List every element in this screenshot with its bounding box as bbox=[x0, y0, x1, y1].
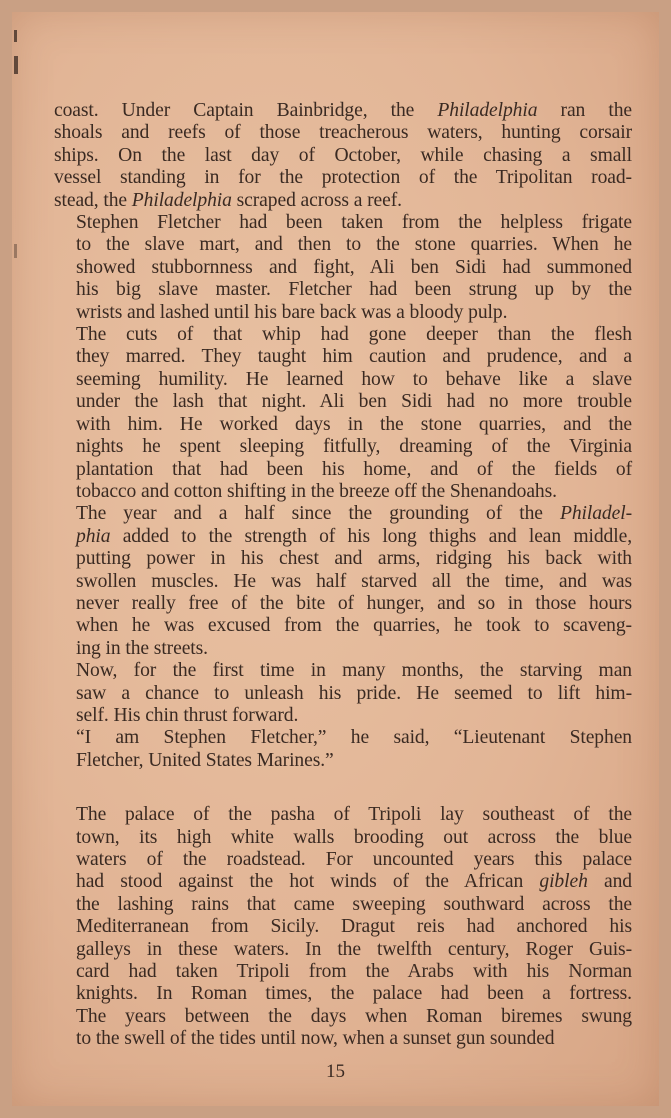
text-line: saw a chance to unleash his pride. He seemed to lift him- bbox=[76, 682, 632, 704]
text-line: plantation that had been his home, and of the fields of bbox=[76, 458, 632, 480]
text-line: coast. Under Captain Bainbridge, the Philadelphia ran the bbox=[54, 100, 633, 121]
text-line: self. His chin thrust forward. bbox=[76, 704, 299, 726]
paragraph bbox=[54, 660, 632, 727]
text-line: phia added to the strength of his long thighs and lean middle, bbox=[76, 525, 632, 547]
text-line: “I am Stephen Fletcher,” he said, “Lieutenant Stephen bbox=[76, 727, 632, 749]
text-line: never really free of the bite of hunger, and so in those hours bbox=[76, 592, 632, 614]
binding-mark bbox=[14, 56, 18, 74]
binding-mark bbox=[14, 30, 17, 42]
text-line: ing in the streets. bbox=[76, 637, 208, 659]
text-line: The year and a half since the grounding of the Philadel- bbox=[76, 503, 632, 525]
text-line: nights he spent sleeping fitfully, dreaming of the Virginia bbox=[76, 436, 632, 458]
text-line: card had taken Tripoli from the Arabs with his Norman bbox=[76, 961, 632, 983]
paragraph bbox=[54, 324, 632, 503]
text-line: the lashing rains that came sweeping southward across the bbox=[76, 893, 632, 915]
page-number: 15 bbox=[326, 1061, 345, 1082]
text-line: had stood against the hot winds of the African gibleh and bbox=[76, 871, 632, 893]
text-line: showed stubbornness and fight, Ali ben Sidi had summoned bbox=[76, 256, 632, 278]
text-line: ships. On the last day of October, while chasing a small bbox=[54, 144, 632, 166]
paragraph bbox=[54, 212, 632, 324]
text-line: swollen muscles. He was half starved all the time, and was bbox=[76, 570, 632, 592]
text-line: to the swell of the tides until now, when a sunset gun sounded bbox=[76, 1028, 555, 1050]
text-line: when he was excused from the quarries, he took to scaveng- bbox=[76, 615, 632, 637]
text-line: seeming humility. He learned how to behave like a slave bbox=[76, 368, 632, 390]
text-line: Mediterranean from Sicily. Dragut reis had anchored his bbox=[76, 916, 632, 938]
text-line: they marred. They taught him caution and prudence, and a bbox=[76, 346, 632, 368]
text-line: waters of the roadstead. For uncounted years this palace bbox=[76, 849, 632, 870]
paragraph bbox=[54, 100, 632, 212]
book-page bbox=[12, 12, 659, 1106]
text-line: town, its high white walls brooding out across the blue bbox=[76, 826, 632, 848]
text-line: Fletcher, United States Marines.” bbox=[76, 749, 334, 771]
text-line: to the slave mart, and then to the stone quarries. When he bbox=[76, 234, 632, 256]
text-line: The cuts of that whip had gone deeper than the flesh bbox=[76, 324, 632, 346]
text-line: with him. He worked days in the stone quarries, and the bbox=[76, 413, 632, 435]
text-line: putting power in his chest and arms, ridging his back with bbox=[76, 548, 632, 570]
text-line: under the lash that night. Ali ben Sidi had no more trouble bbox=[76, 391, 632, 413]
text-line: tobacco and cotton shifting in the breeze off the Shenandoahs. bbox=[76, 480, 557, 502]
text-line: galleys in these waters. In the twelfth century, Roger Guis- bbox=[76, 938, 632, 960]
paragraph bbox=[54, 727, 632, 772]
text-line: wrists and lashed until his bare back was a bloody pulp. bbox=[76, 301, 508, 323]
body-text bbox=[54, 100, 632, 1051]
text-line: Stephen Fletcher had been taken from the helpless frigate bbox=[76, 212, 632, 234]
text-line: his big slave master. Fletcher had been strung up by the bbox=[76, 279, 632, 301]
text-line: stead, the Philadelphia scraped across a reef. bbox=[54, 189, 402, 211]
text-line: shoals and reefs of those treacherous waters, hunting corsair bbox=[54, 122, 632, 144]
text-line: The palace of the pasha of Tripoli lay southeast of the bbox=[76, 804, 632, 826]
text-line: The years between the days when Roman biremes swung bbox=[76, 1005, 632, 1027]
paragraph bbox=[54, 503, 632, 660]
text-line: Now, for the first time in many months, the starving man bbox=[76, 660, 632, 682]
text-line: knights. In Roman times, the palace had been a fortress. bbox=[76, 983, 632, 1005]
text-line: vessel standing in for the protection of the Tripolitan road- bbox=[54, 167, 632, 189]
paragraph bbox=[54, 804, 632, 1050]
binding-mark bbox=[14, 244, 17, 258]
